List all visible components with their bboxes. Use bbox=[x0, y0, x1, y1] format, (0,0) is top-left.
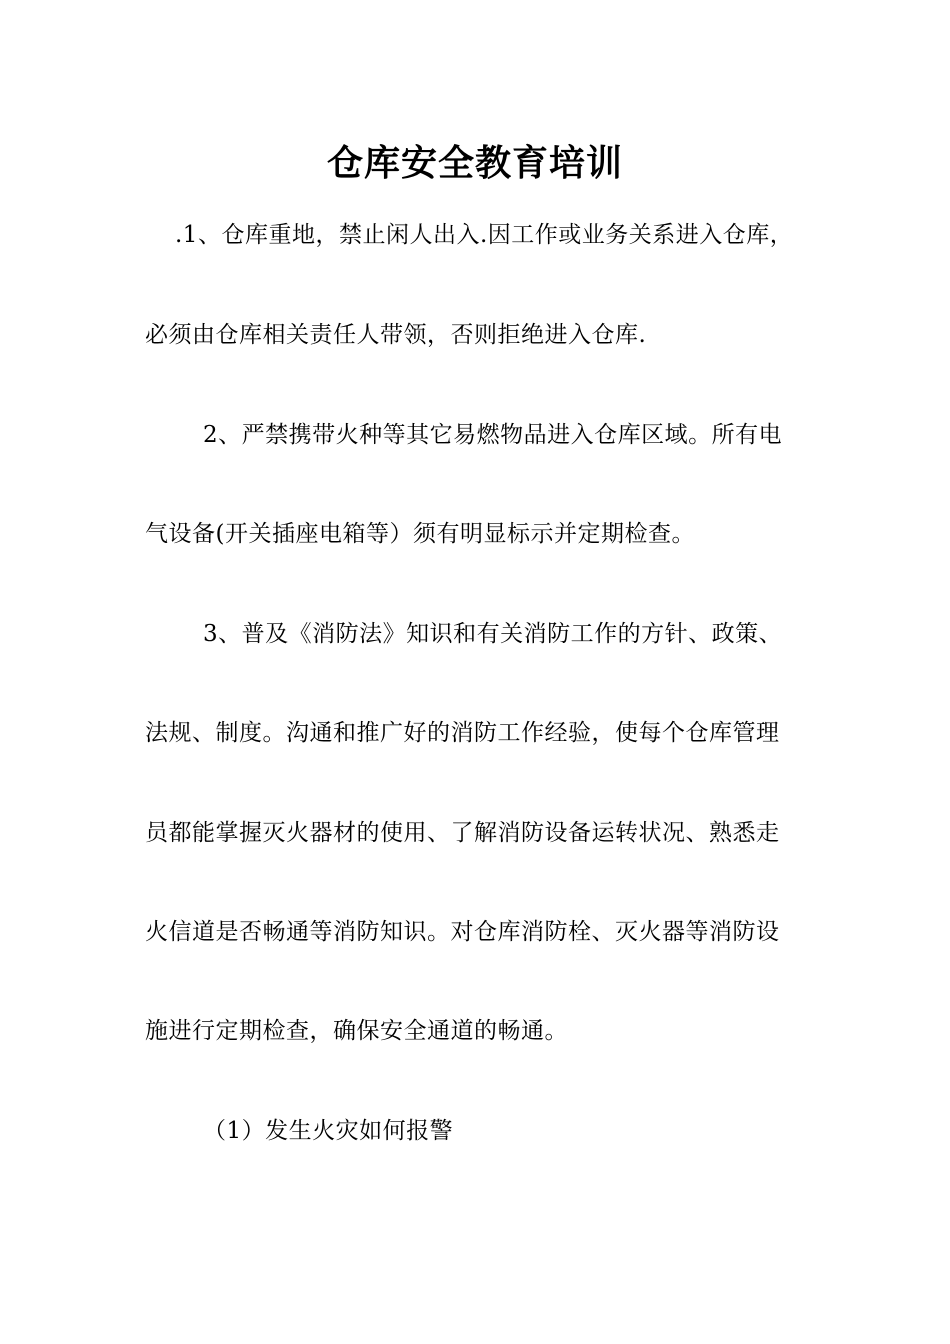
paragraph-line: 法规、制度。沟通和推广好的消防工作经验，使每个仓库管理 bbox=[145, 720, 780, 746]
paragraph-line: 气设备(开关插座电箱等）须有明显标示并定期检查。 bbox=[145, 521, 695, 547]
paragraph-line: 火信道是否畅通等消防知识。对仓库消防栓、灭火器等消防设 bbox=[145, 919, 780, 945]
paragraph-line: 施进行定期检查，确保安全通道的畅通。 bbox=[145, 1018, 568, 1044]
paragraph-line: 员都能掌握灭火器材的使用、了解消防设备运转状况、熟悉走 bbox=[145, 820, 780, 846]
document-title: 仓库安全教育培训 bbox=[326, 142, 623, 184]
section-heading: （1）发生火灾如何报警 bbox=[203, 1118, 454, 1144]
paragraph-line: 必须由仓库相关责任人带领，否则拒绝进入仓库. bbox=[145, 322, 647, 348]
paragraph-line: .1、仓库重地，禁止闲人出入.因工作或业务关系进入仓库， bbox=[175, 222, 794, 248]
paragraph-line: 3、普及《消防法》知识和有关消防工作的方针、政策、 bbox=[203, 621, 783, 647]
paragraph-line: 2、严禁携带火种等其它易燃物品进入仓库区域。所有电 bbox=[203, 422, 783, 448]
